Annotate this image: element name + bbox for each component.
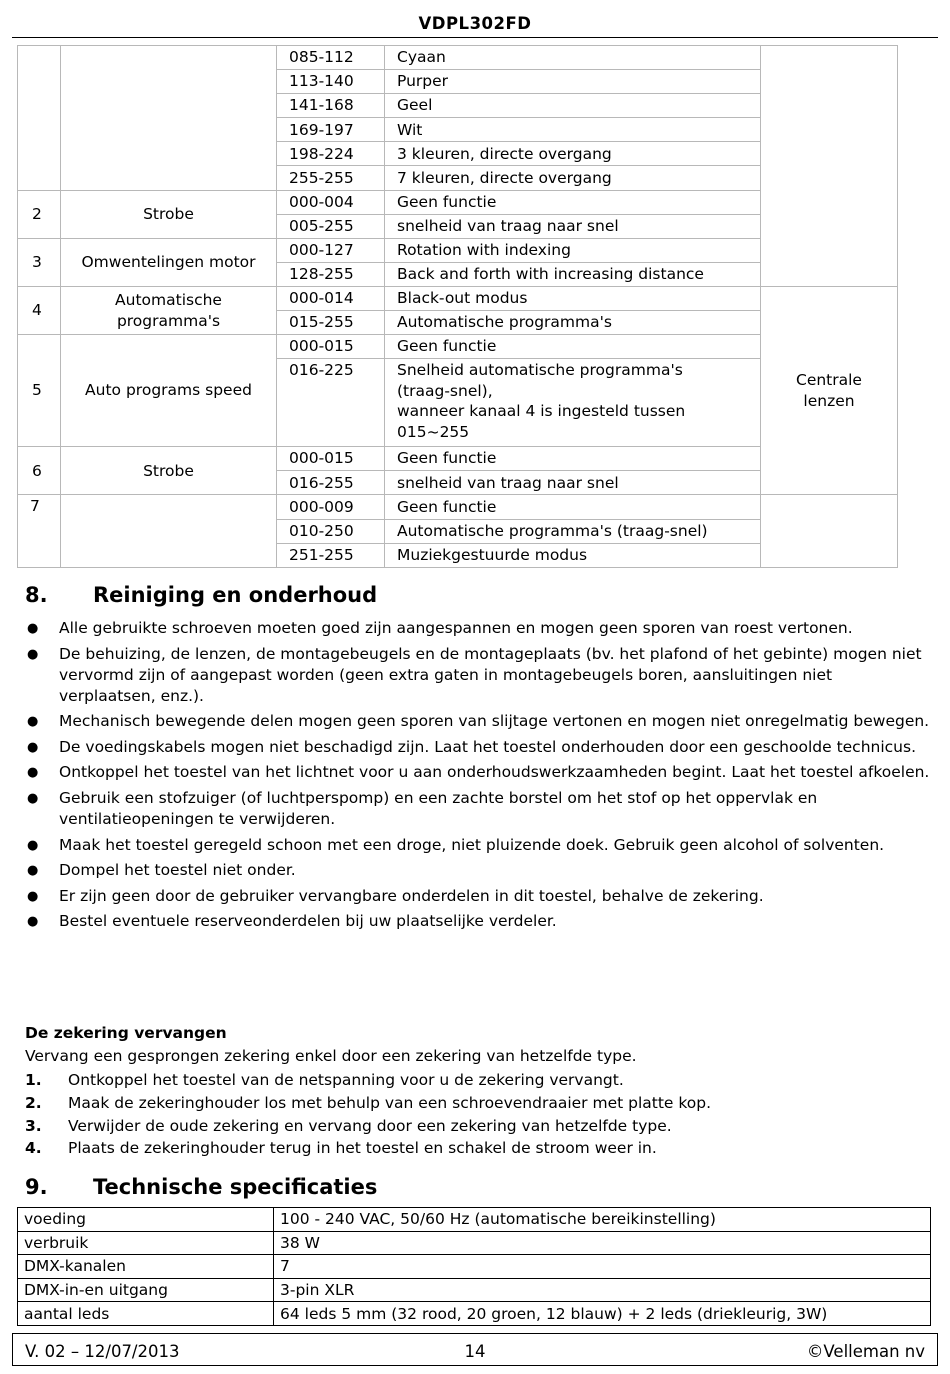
spec-value: 38 W — [274, 1231, 931, 1255]
range-cell: 015-255 — [277, 311, 385, 335]
range-cell: 085-112 — [277, 46, 385, 70]
range-cell: 113-140 — [277, 70, 385, 94]
channel-function — [61, 286, 277, 334]
description-cell: 3 kleuren, directe overgang — [385, 142, 761, 166]
list-item-text: De behuizing, de lenzen, de montagebeugels en de montageplaats (bv. het plafond of het gebinte) mogen niet vervormd zijn of aangepast worden (geen extra gaten in montagebeugels boren, aansluitingen niet verplaatsen, enz.). — [59, 644, 922, 705]
bullet-icon: ● — [27, 790, 39, 806]
gobo-cell — [761, 286, 898, 494]
function-cell — [61, 46, 277, 191]
description-cell — [385, 359, 761, 447]
channel-cell — [18, 46, 61, 191]
description-cell: Automatische programma's (traag-snel) — [385, 519, 761, 543]
description-cell: 7 kleuren, directe overgang — [385, 166, 761, 190]
description-line: 015~255 — [397, 423, 470, 441]
spec-label: aantal leds — [18, 1302, 274, 1326]
description-cell: Geen functie — [385, 447, 761, 471]
description-cell: Rotation with indexing — [385, 238, 761, 262]
spec-table — [17, 1207, 931, 1326]
range-cell: 000-015 — [277, 447, 385, 471]
spec-value: 64 leds 5 mm (32 rood, 20 groen, 12 blauw) + 2 leds (driekleurig, 3W) — [274, 1302, 931, 1326]
list-item — [25, 911, 930, 932]
range-cell: 016-255 — [277, 471, 385, 495]
list-item — [25, 1137, 930, 1160]
list-item — [25, 886, 930, 907]
list-item — [25, 835, 930, 856]
section-number: 8. — [25, 583, 48, 607]
section-number: 9. — [25, 1175, 48, 1199]
section-title: Reiniging en onderhoud — [93, 583, 378, 607]
channel-number: 2 — [18, 190, 61, 238]
description-cell: snelheid van traag naar snel — [385, 471, 761, 495]
gobo-line: lenzen — [803, 391, 855, 410]
channel-number: 3 — [18, 238, 61, 286]
page-number: 14 — [464, 1342, 486, 1361]
spec-label: DMX-kanalen — [18, 1255, 274, 1279]
description-line: Snelheid automatische programma's — [397, 361, 683, 380]
bullet-icon: ● — [27, 765, 39, 781]
list-item — [25, 1069, 930, 1092]
fuse-steps — [25, 1069, 930, 1160]
spec-label: DMX-in-en uitgang — [18, 1278, 274, 1302]
description-cell: Automatische programma's — [385, 311, 761, 335]
list-item — [25, 860, 930, 881]
list-item-text: Alle gebruikte schroeven moeten goed zijn aangespannen en mogen geen sporen van roest vertonen. — [59, 619, 853, 637]
list-item-text: Ontkoppel het toestel van het lichtnet voor u aan onderhoudswerkzaamheden begint. Laat het toestel afkoelen. — [59, 763, 930, 782]
description-line: wanneer kanaal 4 is ingesteld tussen — [397, 402, 686, 421]
list-item — [25, 644, 930, 707]
description-cell: Cyaan — [385, 46, 761, 70]
bullet-icon: ● — [27, 714, 39, 730]
bullet-icon: ● — [27, 888, 39, 904]
function-line: programma's — [116, 311, 221, 330]
document-title: VDPL302FD — [418, 14, 532, 33]
list-item-text: Er zijn geen door de gebruiker vervangbare onderdelen in dit toestel, behalve de zekering. — [59, 886, 764, 905]
section-title: Technische specificaties — [93, 1175, 378, 1199]
function-line: Automatische — [115, 290, 222, 309]
channel-number: 4 — [18, 286, 61, 334]
range-cell: 000-004 — [277, 190, 385, 214]
list-item — [25, 618, 930, 639]
range-cell: 010-250 — [277, 519, 385, 543]
gobo-cell — [761, 495, 898, 567]
fuse-intro: Vervang een gesprongen zekering enkel door een zekering van hetzelfde type. — [25, 1047, 637, 1065]
range-cell: 141-168 — [277, 94, 385, 118]
step-number: 1. — [25, 1071, 42, 1089]
list-item-text: Maak het toestel geregeld schoon met een droge, niet pluizende doek. Gebruik geen alcohol of solventen. — [59, 835, 885, 854]
range-cell: 000-009 — [277, 495, 385, 519]
list-item-text: Dompel het toestel niet onder. — [59, 861, 296, 880]
description-cell: Black-out modus — [385, 286, 761, 310]
description-cell: snelheid van traag naar snel — [385, 214, 761, 238]
table-row — [18, 495, 898, 519]
list-item-text: Mechanisch bewegende delen mogen geen sporen van slijtage vertonen en mogen niet onregelmatig bewegen. — [59, 712, 930, 731]
bullet-icon: ● — [27, 621, 39, 636]
spec-label: verbruik — [18, 1231, 274, 1255]
table-row — [18, 286, 898, 310]
step-number: 3. — [25, 1116, 42, 1135]
bullet-icon: ● — [27, 914, 39, 930]
list-item — [25, 762, 930, 783]
table-row — [18, 1255, 931, 1279]
step-number: 2. — [25, 1093, 42, 1112]
list-item — [25, 737, 930, 758]
channel-function: Auto programs speed — [61, 335, 277, 447]
range-cell: 005-255 — [277, 214, 385, 238]
step-text: Maak de zekeringhouder los met behulp van een schroevendraaier met platte kop. — [68, 1093, 712, 1112]
description-line: (traag-snel), — [397, 381, 493, 400]
description-cell: Geen functie — [385, 335, 761, 359]
table-row — [18, 1231, 931, 1255]
spec-value: 3-pin XLR — [274, 1278, 931, 1302]
version-label: V. 02 – 12/07/2013 — [25, 1342, 180, 1361]
spec-label: voeding — [18, 1208, 274, 1232]
step-number: 4. — [25, 1139, 42, 1158]
page-footer — [12, 1333, 938, 1366]
section-heading-specs — [25, 1175, 377, 1199]
bullet-icon: ● — [27, 739, 39, 755]
section-heading-cleaning — [25, 583, 377, 607]
channel-number: 6 — [18, 447, 61, 495]
bullet-icon: ● — [27, 646, 39, 662]
list-item — [25, 1092, 930, 1115]
description-cell: Back and forth with increasing distance — [385, 262, 761, 286]
range-cell: 251-255 — [277, 543, 385, 567]
range-cell: 000-015 — [277, 335, 385, 359]
bullet-icon: ● — [27, 837, 39, 853]
list-item — [25, 788, 930, 830]
list-item — [25, 711, 930, 732]
channel-number: 5 — [18, 335, 61, 447]
table-row — [18, 1302, 931, 1326]
table-row — [18, 1278, 931, 1302]
maintenance-list — [25, 618, 930, 937]
spec-value: 7 — [274, 1255, 931, 1279]
description-cell: Muziekgestuurde modus — [385, 543, 761, 567]
step-text: Plaats de zekeringhouder terug in het toestel en schakel de stroom weer in. — [68, 1139, 657, 1158]
step-text: Ontkoppel het toestel van de netspanning voor u de zekering vervangt. — [68, 1071, 624, 1089]
range-cell: 198-224 — [277, 142, 385, 166]
list-item — [25, 1115, 930, 1138]
step-text: Verwijder de oude zekering en vervang door een zekering van hetzelfde type. — [68, 1116, 672, 1135]
gobo-cell — [761, 46, 898, 287]
table-row — [18, 1208, 931, 1232]
channel-function: Strobe — [61, 190, 277, 238]
list-item-text: Gebruik een stofzuiger (of luchtperspomp) en een zachte borstel om het stof op het oppervlak en ventilatieopeningen te verwijderen. — [59, 788, 818, 828]
channel-function: Omwentelingen motor — [61, 238, 277, 286]
description-cell: Purper — [385, 70, 761, 94]
list-item-text: De voedingskabels mogen niet beschadigd zijn. Laat het toestel onderhouden door een geschoolde technicus. — [59, 737, 917, 756]
spec-value: 100 - 240 VAC, 50/60 Hz (automatische bereikinstelling) — [274, 1208, 931, 1232]
range-cell: 016-225 — [277, 359, 385, 447]
header-rule — [12, 37, 938, 38]
gobo-line: Centrale — [796, 371, 862, 390]
description-cell: Geen functie — [385, 495, 761, 519]
copyright-label: ©Velleman nv — [806, 1342, 925, 1361]
channel-number: 7 — [18, 495, 61, 567]
bullet-icon: ● — [27, 863, 39, 879]
range-cell: 128-255 — [277, 262, 385, 286]
range-cell: 169-197 — [277, 118, 385, 142]
description-cell: Geen functie — [385, 190, 761, 214]
range-cell: 000-014 — [277, 286, 385, 310]
description-cell: Geel — [385, 94, 761, 118]
range-cell: 255-255 — [277, 166, 385, 190]
fuse-subheading: De zekering vervangen — [25, 1024, 227, 1042]
table-row — [18, 46, 898, 70]
channel-function: Strobe — [61, 447, 277, 495]
channel-function — [61, 495, 277, 567]
range-cell: 000-127 — [277, 238, 385, 262]
description-cell: Wit — [385, 118, 761, 142]
list-item-text: Bestel eventuele reserveonderdelen bij uw plaatselijke verdeler. — [59, 912, 557, 931]
dmx-channel-table — [17, 45, 898, 568]
